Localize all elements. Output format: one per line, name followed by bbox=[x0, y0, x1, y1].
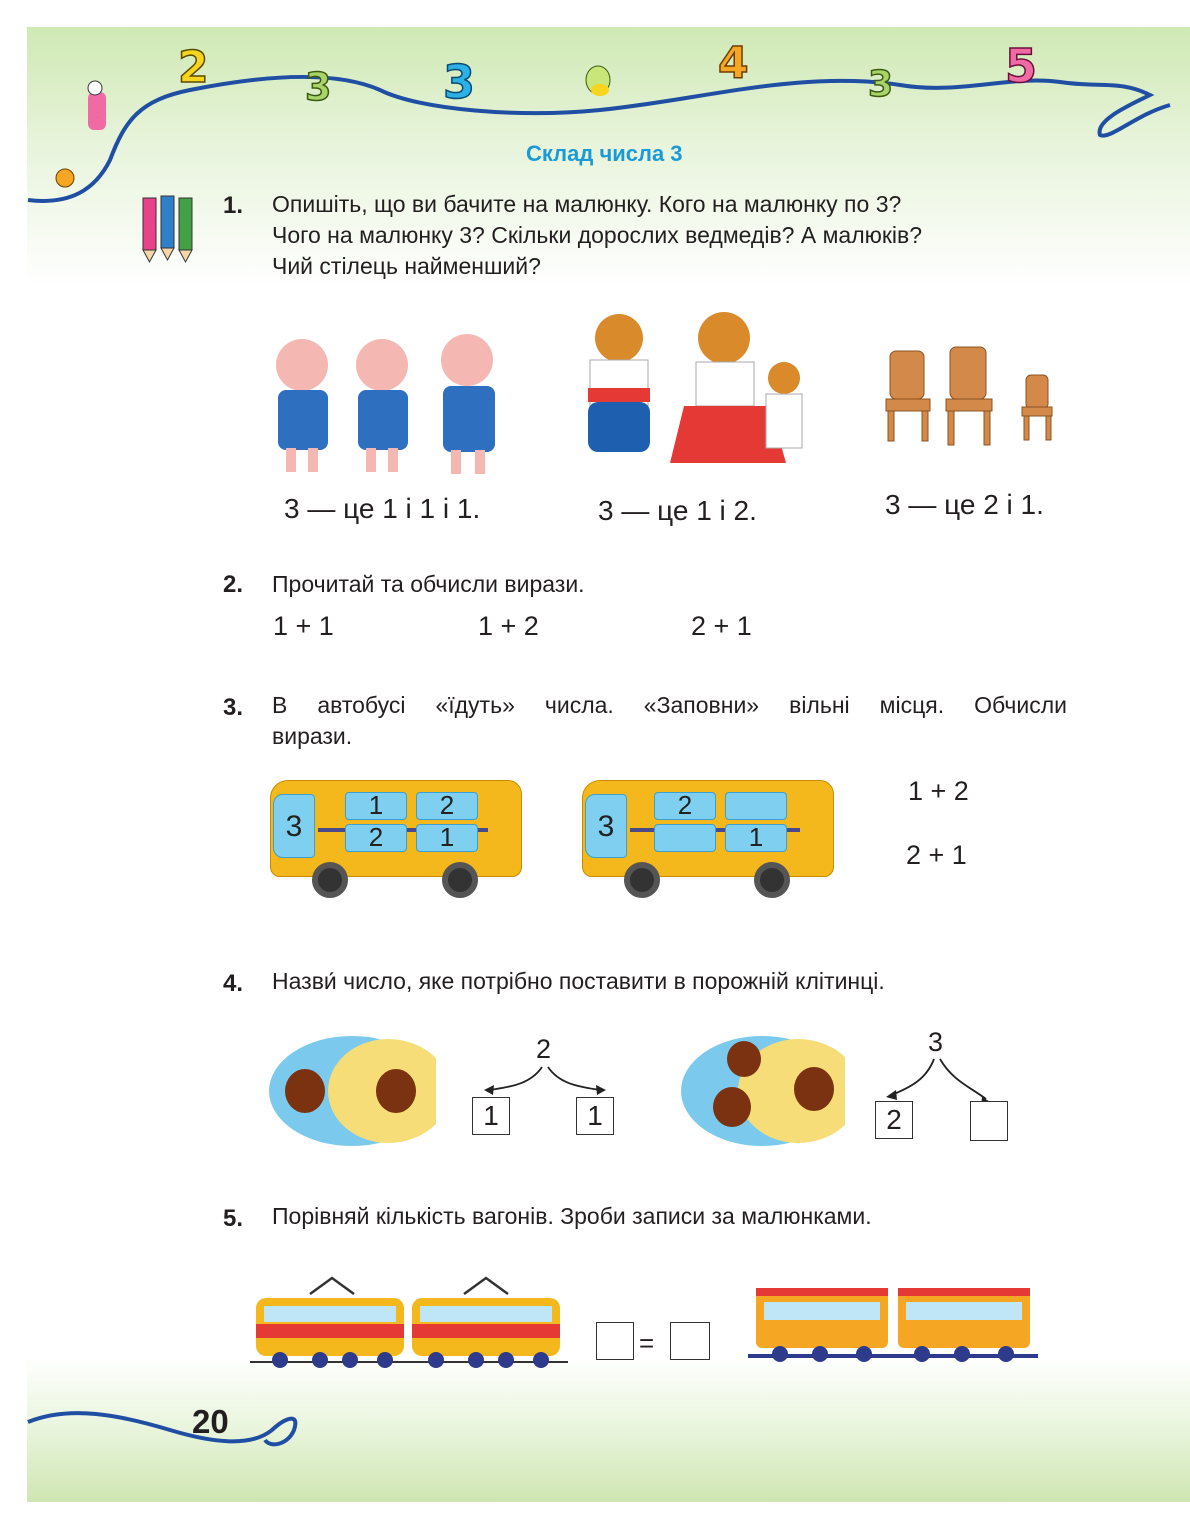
bus-2 bbox=[582, 780, 834, 900]
tree-1-left-box: 1 bbox=[472, 1097, 510, 1135]
pencils-icon bbox=[137, 192, 207, 264]
task-3-number: 3. bbox=[223, 694, 244, 721]
bus-expression-2: 2 + 1 bbox=[906, 840, 967, 870]
bus-1 bbox=[270, 780, 522, 900]
svg-text:5: 5 bbox=[1005, 39, 1038, 93]
three-chairs-illustration bbox=[880, 345, 1060, 450]
number-character-3-green-2 bbox=[868, 64, 893, 105]
frog-character bbox=[586, 66, 610, 96]
bus-1-window-top-left: 1 bbox=[345, 792, 407, 820]
bus-2-window-top-left: 2 bbox=[654, 792, 716, 820]
bus-1-window-bottom-left: 2 bbox=[345, 824, 407, 852]
bus-1-front-window: 3 bbox=[273, 794, 315, 858]
caption-pigs: 3 — це 1 і 1 і 1. bbox=[284, 493, 481, 524]
svg-text:3: 3 bbox=[868, 64, 894, 105]
nuts-group-1 bbox=[268, 1035, 436, 1147]
expression-1: 1 + 1 bbox=[273, 611, 334, 641]
task-1-number: 1. bbox=[223, 192, 244, 219]
three-bears-illustration bbox=[574, 308, 829, 478]
tree-2-left-box: 2 bbox=[875, 1101, 913, 1139]
svg-text:3: 3 bbox=[305, 65, 332, 109]
svg-text:2: 2 bbox=[178, 42, 209, 93]
tree-1-top: 2 bbox=[536, 1034, 552, 1064]
task-3-line-2: вирази. bbox=[272, 723, 353, 749]
task-5-number: 5. bbox=[223, 1205, 244, 1232]
task-2-number: 2. bbox=[223, 571, 244, 598]
number-character-2 bbox=[178, 42, 209, 93]
tree-2-top: 3 bbox=[928, 1027, 944, 1057]
svg-text:3: 3 bbox=[443, 55, 476, 109]
task-3-text bbox=[272, 690, 1067, 752]
bus-2-window-bottom-right: 1 bbox=[725, 824, 787, 852]
bus-1-wheel-front bbox=[312, 862, 348, 898]
bus-1-window-bottom-right: 1 bbox=[416, 824, 478, 852]
expression-2: 1 + 2 bbox=[478, 611, 539, 641]
caption-bears: 3 — це 1 і 2. bbox=[598, 495, 757, 526]
caption-chairs: 3 — це 2 і 1. bbox=[885, 489, 1044, 520]
compare-box-right[interactable] bbox=[670, 1322, 710, 1360]
compare-sign: = bbox=[639, 1328, 655, 1358]
page-title: Склад числа 3 bbox=[526, 141, 683, 166]
bus-2-window-bottom-left bbox=[654, 824, 716, 852]
bus-1-window-top-right: 2 bbox=[416, 792, 478, 820]
tram-illustration bbox=[250, 1272, 568, 1372]
svg-text:1: 1 bbox=[97, 118, 98, 119]
bus-2-window-top-right bbox=[725, 792, 787, 820]
task-2-text: Прочитай та обчисли вирази. bbox=[272, 571, 585, 597]
task-1-line-3: Чий стілець найменший? bbox=[272, 253, 541, 279]
number-character-4 bbox=[718, 38, 749, 89]
task-3-line-1: В автобусі «їдуть» числа. «Заповни» вільні місця. Обчисли bbox=[272, 692, 1067, 718]
task-1-line-2: Чого на малюнку 3? Скільки дорослих ведмедів? А малюків? bbox=[272, 222, 923, 248]
number-character-1 bbox=[88, 81, 106, 130]
bus-1-wheel-rear bbox=[442, 862, 478, 898]
three-pigs-illustration bbox=[262, 320, 512, 480]
train-wagons-illustration bbox=[748, 1282, 1038, 1367]
number-character-3-green bbox=[305, 65, 331, 109]
bus-expression-1: 1 + 2 bbox=[908, 776, 969, 806]
task-1-line-1: Опишіть, що ви бачите на малюнку. Кого на малюнку по 3? bbox=[272, 191, 902, 217]
number-character-5 bbox=[1005, 39, 1037, 93]
bus-2-front-window: 3 bbox=[585, 794, 627, 858]
task-1-text bbox=[272, 189, 1082, 282]
tree-1-right-box: 1 bbox=[576, 1097, 614, 1135]
footer-wave bbox=[0, 1390, 320, 1470]
number-character-3-blue bbox=[443, 55, 475, 109]
small-orange-character bbox=[56, 169, 74, 187]
tree-2-empty-box[interactable] bbox=[970, 1101, 1008, 1141]
task-4-text: Назви́ число, яке потрібно поставити в порожній клітинці. bbox=[272, 968, 885, 994]
page-number: 20 bbox=[192, 1403, 229, 1440]
task-4-number: 4. bbox=[223, 970, 244, 997]
nuts-group-2 bbox=[680, 1035, 845, 1147]
bus-2-wheel-front bbox=[624, 862, 660, 898]
svg-text:4: 4 bbox=[718, 38, 749, 89]
expression-3: 2 + 1 bbox=[691, 611, 752, 641]
task-5-text: Порівняй кількість вагонів. Зроби записи за малюнками. bbox=[272, 1203, 872, 1229]
compare-box-left[interactable] bbox=[596, 1322, 634, 1360]
bus-2-wheel-rear bbox=[754, 862, 790, 898]
